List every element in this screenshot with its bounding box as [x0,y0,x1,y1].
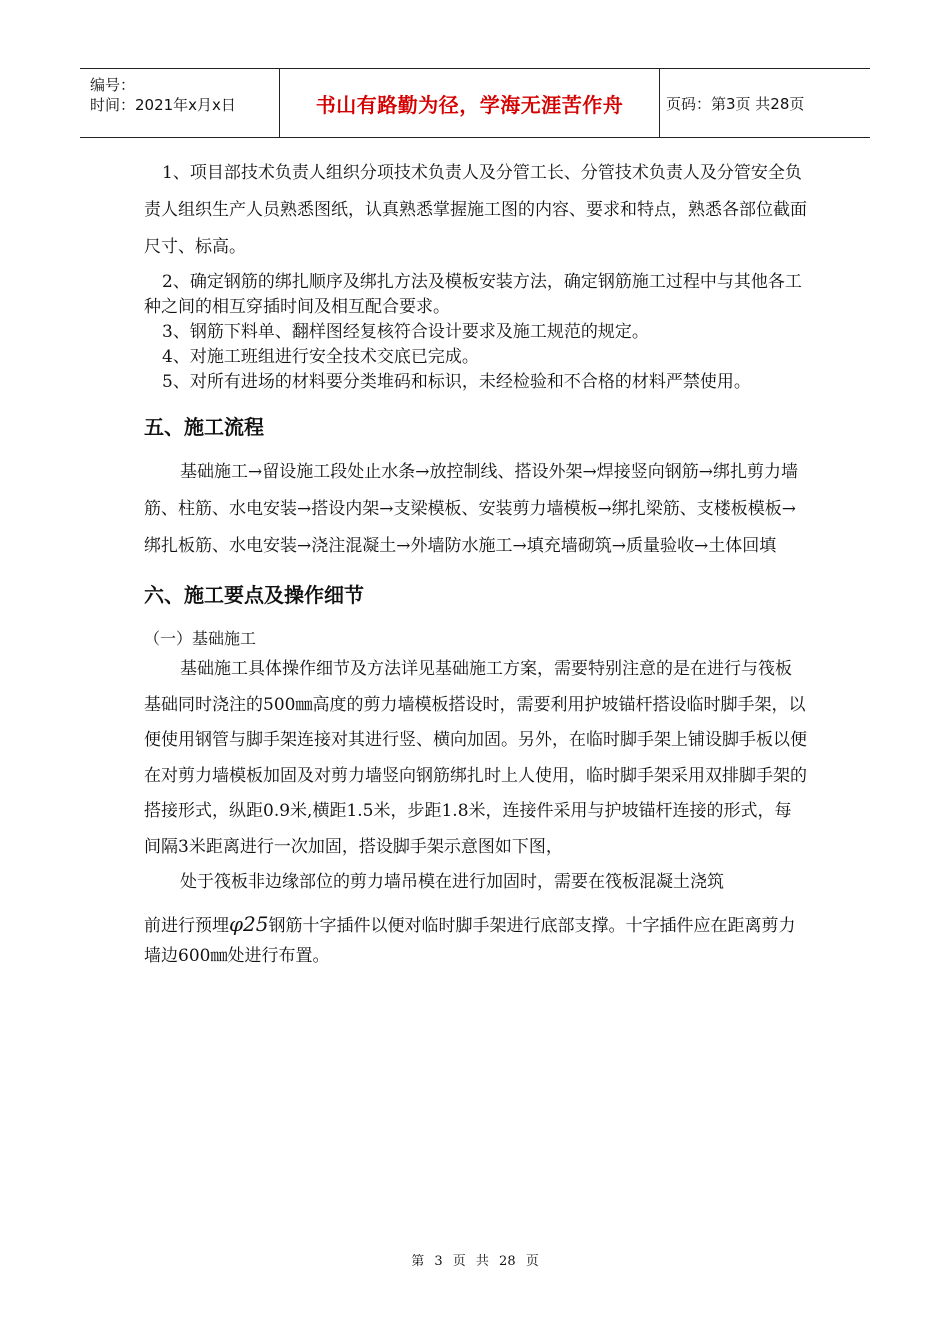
detail-text-pre: 前进行预埋 [144,915,229,936]
header-page-label: 页码：第3页 共28页 [666,94,805,113]
list-item-5: 5、对所有进场的材料要分类堆码和标识，未经检验和不合格的材料严禁使用。 [162,372,751,392]
document-body [144,155,808,971]
detail-paragraph-1: 基础施工具体操作细节及方法详见基础施工方案，需要特别注意的是在进行与筏板基础同时浇注的500㎜高度的剪力墙模板搭设时，需要利用护坡锚杆搭设临时脚手架，以便使用钢管与脚手架连接对其进行竖、横向加固。另外，在临时脚手架上铺设脚手板以便在对剪力墙模板加固及对剪力墙竖向钢筋绑扎时上人使用，临时脚手架采用双排脚手架的搭接形式，纵距0.9米,横距1.5米，步距1.8米，连接件采用与护坡锚杆连接的形式，每间隔3米距离进行一次加固，搭设脚手架示意图如下图， [144,659,807,857]
header-table [80,68,870,138]
flow-text: 基础施工→留设施工段处止水条→放控制线、搭设外架→焊接竖向钢筋→绑扎剪力墙筋、柱筋、水电安装→搭设内架→支梁模板、安装剪力墙模板→绑扎梁筋、支楼板模板→绑扎板筋、水电安装→浇注混凝土→外墙防水施工→填充墙砌筑→质量验收→土体回填 [144,462,798,556]
list-item-4: 4、对施工班组进行安全技术交底已完成。 [162,347,479,367]
list-item-3: 3、钢筋下料单、翻样图经复核符合设计要求及施工规范的规定。 [162,322,649,342]
phi-symbol: φ25 [229,911,269,936]
detail-text-post: 钢筋十字插件以便对临时脚手架进行底部支撑。十字插件应在距离剪力墙边600㎜处进行布置。 [144,915,796,966]
section-title-6: 六、施工要点及操作细节 [144,583,364,607]
header-motto: 书山有路勤为径，学海无涯苦作舟 [280,69,660,137]
list-item-2: 2、确定钢筋的绑扎顺序及绑扎方法及模板安装方法，确定钢筋施工过程中与其他各工种之间的相互穿插时间及相互配合要求。 [144,272,802,317]
number-label: 编号： [90,76,136,94]
subsection-title: （一）基础施工 [144,629,257,648]
section-title-5: 五、施工流程 [144,415,264,439]
detail-paragraph-3 [144,909,808,971]
time-label: 时间：2021年x月x日 [90,96,236,114]
detail-paragraph-2: 处于筏板非边缘部位的剪力墙吊模在进行加固时，需要在筏板混凝土浇筑 [180,872,724,892]
page-footer: 第 3 页 共 28 页 [411,1254,539,1269]
list-item-1: 1、项目部技术负责人组织分项技术负责人及分管工长、分管技术负责人及分管安全负责人组织生产人员熟悉图纸，认真熟悉掌握施工图的内容、要求和特点，熟悉各部位截面尺寸、标高。 [144,163,807,257]
header-meta [80,69,280,137]
